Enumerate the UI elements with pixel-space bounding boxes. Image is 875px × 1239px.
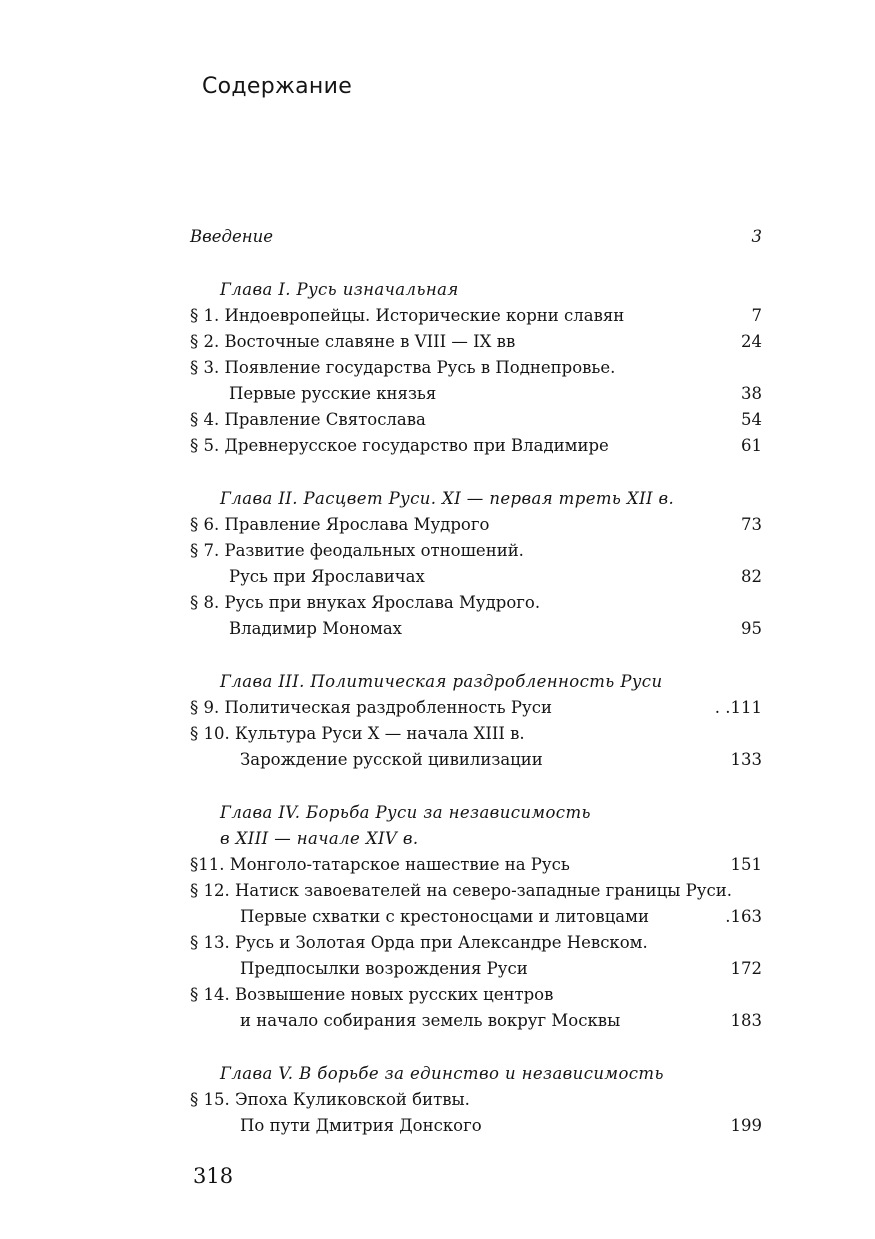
toc-entry[interactable] [190, 408, 762, 432]
toc-entry-continuation[interactable] [190, 905, 762, 929]
toc-entry-page: 183 [730, 1011, 762, 1030]
toc-entry-text: § 1. Индоевропейцы. Исторические корни славян [190, 306, 625, 325]
toc-entry-continuation[interactable] [190, 957, 762, 981]
page-number: 318 [193, 1164, 234, 1188]
toc-entry[interactable] [190, 879, 762, 903]
toc-entry-text: §11. Монголо-татарское нашествие на Русь [190, 855, 570, 874]
toc-entry[interactable] [190, 696, 762, 720]
toc-entry-page: 151 [730, 855, 762, 874]
toc-entry[interactable] [190, 591, 762, 615]
chapter-heading [190, 1062, 762, 1086]
toc-entry-text: § 15. Эпоха Куликовской битвы. [190, 1090, 470, 1109]
toc-entry-page: . .111 [714, 698, 762, 717]
toc-entry-continuation[interactable] [190, 1009, 762, 1033]
toc-entry-text: § 10. Культура Руси X — начала XIII в. [190, 724, 525, 743]
chapter-heading [190, 278, 762, 302]
toc-entry-text-cont: и начало собирания земель вокруг Москвы [240, 1011, 621, 1030]
toc-entry-continuation[interactable] [190, 565, 762, 589]
toc-entry[interactable] [190, 983, 762, 1007]
page-title: Содержание [202, 74, 353, 99]
chapter-3-heading: Глава III. Политическая раздробленность Руси [220, 672, 663, 691]
toc-entry-page: 54 [741, 410, 762, 429]
toc-entry[interactable] [190, 722, 762, 746]
toc-entry-page: 73 [741, 515, 762, 534]
toc-intro[interactable] [190, 225, 762, 249]
toc-entry[interactable] [190, 513, 762, 537]
toc-entry-text: § 6. Правление Ярослава Мудрого [190, 515, 490, 534]
toc-entry-continuation[interactable] [190, 382, 762, 406]
toc-entry-page: 199 [730, 1116, 762, 1135]
chapter-heading [190, 801, 762, 825]
toc-entry-text: § 13. Русь и Золотая Орда при Александре Невском. [190, 933, 648, 952]
chapter-4-heading: Глава IV. Борьба Руси за независимость [220, 803, 591, 822]
toc-entry-text-cont: Первые схватки с крестоносцами и литовцами [240, 907, 649, 926]
toc-entry-text-cont: Предпосылки возрождения Руси [240, 959, 528, 978]
toc-entry[interactable] [190, 539, 762, 563]
chapter-heading [190, 670, 762, 694]
toc-entry-page: 61 [741, 436, 762, 455]
chapter-4-heading-line2: в XIII — начале XIV в. [220, 829, 419, 848]
toc-entry-text: § 14. Возвышение новых русских центров [190, 985, 554, 1004]
toc-entry-continuation[interactable] [190, 1114, 762, 1138]
chapter-heading [190, 487, 762, 511]
toc-entry[interactable] [190, 330, 762, 354]
toc-entry-text-cont: Русь при Ярославичах [229, 567, 425, 586]
toc-entry-text-cont: Первые русские князья [229, 384, 437, 403]
toc-entry-text: § 7. Развитие феодальных отношений. [190, 541, 524, 560]
toc-entry-page: 95 [741, 619, 762, 638]
toc-entry[interactable] [190, 304, 762, 328]
toc-intro-page: 3 [751, 227, 762, 246]
chapter-heading-cont [190, 827, 762, 851]
toc-entry-text-cont: По пути Дмитрия Донского [240, 1116, 482, 1135]
toc-entry[interactable] [190, 1088, 762, 1112]
toc-entry-text: § 5. Древнерусское государство при Владимире [190, 436, 609, 455]
toc-entry-text-cont: Владимир Мономах [229, 619, 402, 638]
toc-entry-page: 38 [741, 384, 762, 403]
chapter-2-heading: Глава II. Расцвет Руси. XI — первая треть XII в. [220, 489, 675, 508]
toc-entry-text: § 8. Русь при внуках Ярослава Мудрого. [190, 593, 541, 612]
toc-entry-page: 82 [741, 567, 762, 586]
toc-entry-page: .163 [725, 907, 762, 926]
chapter-5-heading: Глава V. В борьбе за единство и независимость [220, 1064, 664, 1083]
toc-entry-text: § 3. Появление государства Русь в Поднепровье. [190, 358, 616, 377]
toc-entry-page: 172 [730, 959, 762, 978]
toc-entry-page: 24 [741, 332, 762, 351]
toc-entry-text: § 12. Натиск завоевателей на северо-западные границы Руси. [190, 881, 732, 900]
toc-entry[interactable] [190, 434, 762, 458]
toc-entry-text: § 2. Восточные славяне в VIII — IX вв [190, 332, 516, 351]
chapter-1-heading: Глава I. Русь изначальная [220, 280, 459, 299]
toc-entry[interactable] [190, 931, 762, 955]
toc-entry-text-cont: Зарождение русской цивилизации [240, 750, 543, 769]
toc-entry[interactable] [190, 853, 762, 877]
toc-entry-text: § 4. Правление Святослава [190, 410, 426, 429]
toc-entry-continuation[interactable] [190, 617, 762, 641]
toc-entry-page: 7 [751, 306, 762, 325]
toc-entry-text: § 9. Политическая раздробленность Руси [190, 698, 552, 717]
toc-entry-page: 133 [730, 750, 762, 769]
toc-entry-continuation[interactable] [190, 748, 762, 772]
toc-entry[interactable] [190, 356, 762, 380]
toc-intro-label: Введение [190, 227, 273, 246]
